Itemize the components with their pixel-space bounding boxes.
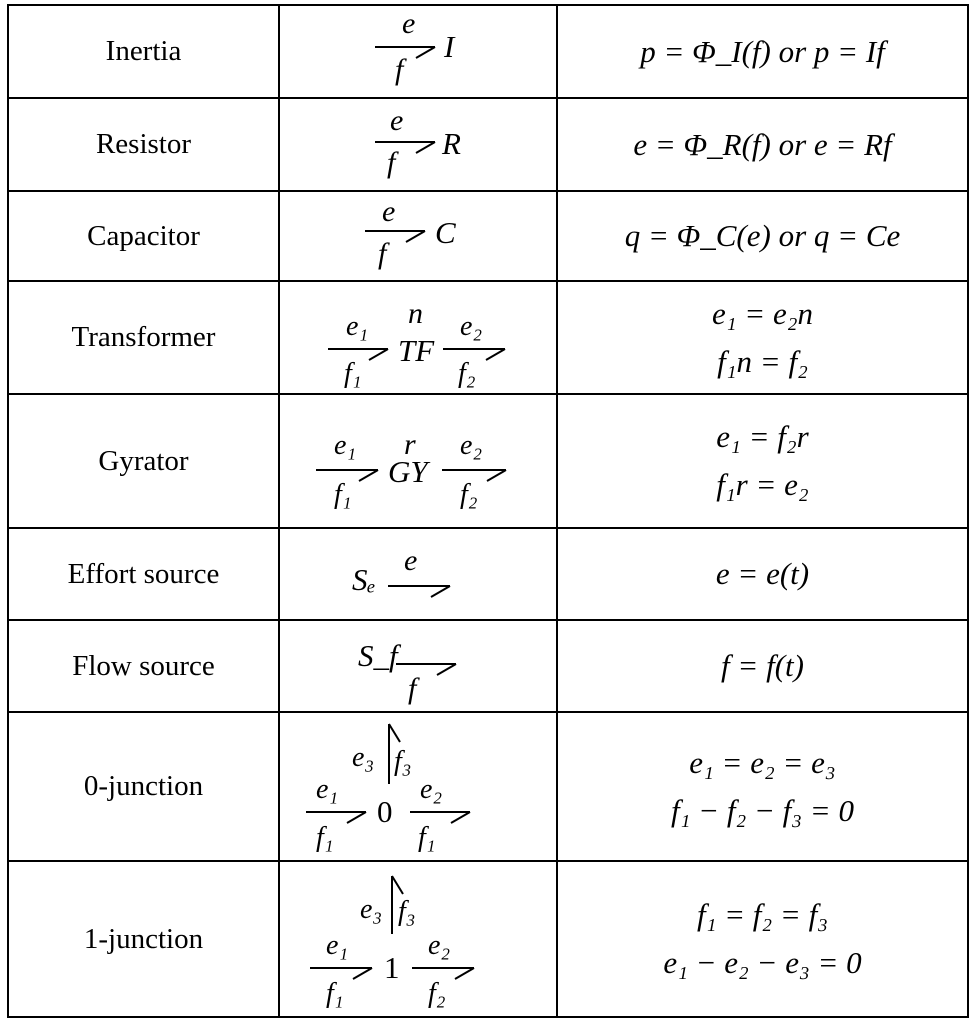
constitutive-equation: q = Φ_C(e) or q = Ce [624, 218, 901, 253]
bond-symbol-inertia [280, 7, 556, 96]
flow-label: f [408, 672, 417, 705]
constitutive-equation: f = f(t) [721, 648, 804, 683]
flow-label-1: f₁ [344, 358, 362, 389]
table-row [9, 192, 967, 282]
effort-label-2: e₂ [428, 930, 451, 961]
half-arrow-2 [487, 470, 506, 481]
table-row [9, 99, 967, 192]
flow-label: f [395, 53, 404, 86]
constitutive-equation: e₁ = e₂n [712, 295, 813, 331]
constitutive-equation: e = Φ_R(f) or e = Rf [633, 126, 892, 162]
effort-label-1: e₁ [326, 930, 349, 961]
bond-symbol-gyrator [280, 396, 556, 526]
flow-label-2: f₂ [460, 479, 478, 510]
flow-label: f [387, 146, 396, 179]
element-label: 1 [384, 950, 400, 985]
parameter-label: r [404, 428, 416, 461]
table-row [9, 713, 967, 862]
element-label: Sₑ [352, 562, 376, 597]
effort-label-1: e₁ [334, 430, 357, 461]
element-label: I [444, 29, 455, 64]
flow-label-2: f₁ [418, 822, 436, 853]
element-name: Flow source [72, 649, 215, 682]
table-row [9, 6, 967, 99]
half-arrow-1 [359, 470, 378, 481]
constitutive-equation: f₁r = e₂ [716, 467, 809, 502]
constitutive-equation: f₁ = f₂ = f₃ [696, 897, 828, 932]
table-row [9, 395, 967, 529]
flow-label-2: f₂ [428, 978, 446, 1009]
half-arrow-2 [486, 349, 505, 360]
element-label: TF [398, 333, 435, 368]
element-label: C [435, 215, 456, 250]
effort-label: e [404, 544, 418, 577]
half-arrow-2 [455, 968, 474, 979]
flow-label-1: f₁ [326, 978, 344, 1009]
constitutive-equation: e₁ − e₂ − e₃ = 0 [663, 945, 862, 980]
effort-label-1: e₁ [316, 774, 339, 805]
half-arrow [416, 142, 435, 153]
effort-label-2: e₂ [460, 430, 483, 461]
bond-graph-elements-table [7, 4, 969, 1018]
constitutive-equation: e₁ = e₂ = e₃ [689, 744, 836, 780]
effort-label-3: e₃ [352, 742, 375, 773]
element-name: Resistor [95, 128, 192, 160]
half-arrow-2 [451, 812, 470, 823]
half-arrow-1 [369, 349, 388, 360]
constitutive-equation: e = e(t) [715, 556, 810, 591]
bond-symbol-capacitor [280, 193, 556, 279]
flow-label-3: f₃ [394, 746, 412, 777]
element-name: Capacitor [87, 219, 200, 252]
element-name: Effort source [67, 557, 220, 590]
half-arrow-1 [353, 968, 372, 979]
bond-symbol-effort-source [280, 530, 556, 618]
flow-label-1: f₁ [316, 822, 334, 853]
element-name: Gyrator [98, 444, 189, 477]
half-arrow [416, 47, 435, 58]
parameter-label: n [408, 297, 423, 330]
half-arrow [437, 664, 456, 675]
effort-label-2: e₂ [460, 311, 483, 342]
flow-label-3: f₃ [398, 896, 416, 927]
element-name: Inertia [105, 35, 182, 67]
half-arrow-1 [347, 812, 366, 823]
element-label: R [442, 126, 461, 161]
element-name: 0-junction [83, 770, 204, 802]
constitutive-equation: f₁ − f₂ − f₃ = 0 [671, 792, 854, 828]
table-row [9, 862, 967, 1016]
bond-symbol-resistor [280, 100, 556, 189]
effort-label: e [382, 195, 396, 228]
constitutive-equation: e₁ = f₂r [716, 419, 809, 454]
effort-label-1: e₁ [346, 311, 369, 342]
half-arrow [406, 231, 425, 242]
element-label: S_f [358, 638, 398, 673]
element-name: 1-junction [83, 922, 204, 955]
constitutive-equation: f₁n = f₂ [717, 343, 808, 379]
constitutive-equation: p = Φ_I(f) or p = If [640, 33, 885, 69]
half-arrow-3 [389, 724, 400, 742]
table-row [9, 529, 967, 621]
flow-label-2: f₂ [458, 358, 476, 389]
flow-label: f [378, 237, 387, 270]
effort-label-2: e₂ [420, 774, 443, 805]
effort-label: e [390, 104, 404, 137]
bond-symbol-0-junction [280, 714, 556, 859]
element-name: Transformer [71, 321, 216, 353]
half-arrow-3 [392, 876, 403, 894]
table-row [9, 621, 967, 713]
table-row [9, 282, 967, 395]
half-arrow [431, 586, 450, 597]
effort-label-3: e₃ [360, 894, 383, 925]
bond-symbol-flow-source [280, 622, 556, 710]
element-label: 0 [377, 794, 393, 829]
flow-label-1: f₁ [334, 479, 352, 510]
bond-symbol-1-junction [280, 862, 556, 1016]
effort-label: e [402, 7, 416, 40]
element-label: GY [388, 454, 428, 489]
bond-symbol-transformer [280, 283, 556, 392]
